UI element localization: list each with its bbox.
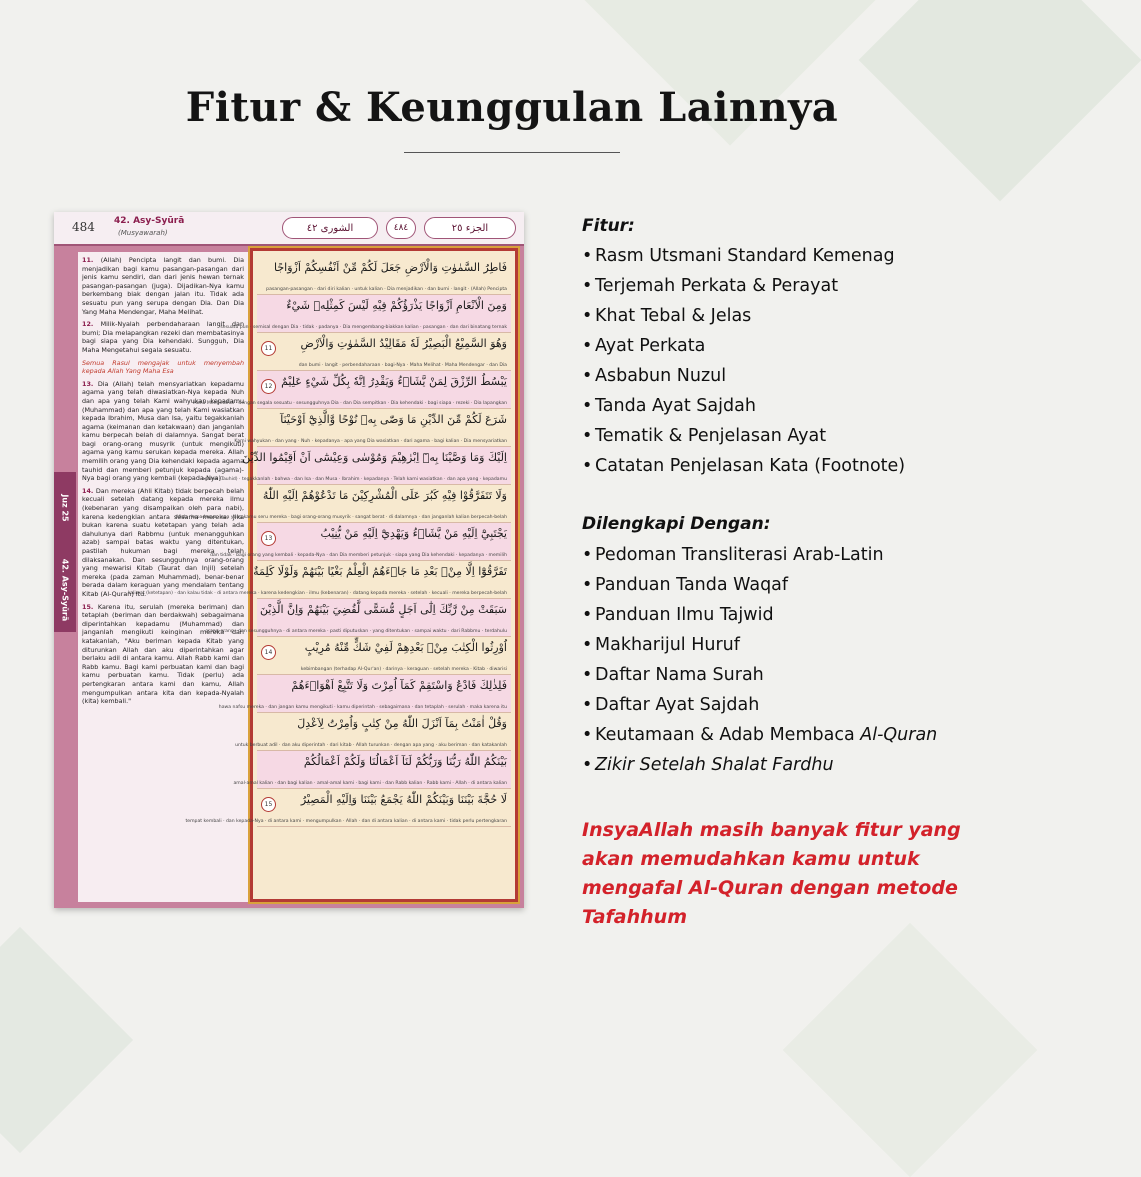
translation-text: Semua Rasul mengajak untuk menyembah kepada Allah Yang Maha Esa xyxy=(82,358,244,376)
word-translation: Maha Mengetahui · dengan segala sesuatu · sesungguhnya Dia · dan Dia sempitkan · Dia kehendaki · bagi siapa · rezeki · Dia lapangkan xyxy=(192,401,507,406)
list-item-text: Rasm Utsmani Standard Kemenag xyxy=(595,246,895,266)
list-item-text: Pedoman Transliterasi Arab-Latin xyxy=(595,545,884,565)
bullet-icon: • xyxy=(582,695,593,715)
translation-paragraph xyxy=(82,603,244,706)
features-heading: Fitur: xyxy=(582,216,635,236)
list-item-text: Tematik & Penjelasan Ayat xyxy=(595,426,827,446)
translation-paragraph xyxy=(82,487,244,599)
list-item-text: Daftar Ayat Sajdah xyxy=(595,695,760,715)
bullet-icon: • xyxy=(582,246,593,266)
list-item-text: Khat Tebal & Jelas xyxy=(595,306,752,326)
list-item xyxy=(582,540,937,570)
translation-paragraph xyxy=(82,256,244,316)
ayah-row xyxy=(220,295,511,333)
features-list xyxy=(582,241,905,481)
ayah-end-marker: 11 xyxy=(261,341,276,356)
ayah-number-label: 11. xyxy=(82,256,101,264)
ayah-number-label: 15. xyxy=(82,602,98,611)
bullet-icon: • xyxy=(582,306,593,326)
word-translation: hawa nafsu mereka · dan jangan kamu mengikuti · kamu diperintah · sebagaimana · dan tetaplah · serulah · maka karena itu xyxy=(218,705,507,710)
closing-message: InsyaAllah masih banyak fitur yang akan memudahkan kamu untuk mengafal Al-Quran dengan metode Tafahhum xyxy=(582,819,961,928)
list-item xyxy=(582,690,937,720)
translation-paragraph xyxy=(82,359,244,376)
arabic-text: وَمِنَ الْاَنْعَامِ اَزْوَاجًا يَذْرَؤُكُمْ فِيْهِ لَيْسَ كَمِثْلِهٖ شَيْءٌ xyxy=(286,299,507,312)
bullet-icon: • xyxy=(582,665,593,685)
arabic-text: شَرَعَ لَكُمْ مِّنَ الدِّيْنِ مَا وَصّٰى بِهٖ نُوْحًا وَّالَّذِيْٓ اَوْحَيْنَآ xyxy=(280,413,507,426)
bullet-icon: • xyxy=(582,575,593,595)
list-item-text: Ayat Perkata xyxy=(595,336,706,356)
list-item xyxy=(582,421,905,451)
ayah-number-label: 12. xyxy=(82,320,101,329)
extras-list xyxy=(582,540,937,780)
word-translation: orang-orang · dan sesungguhnya · di antara mereka · pasti diputuskan · yang ditentukan · sampai waktu · dari Rabbmu · terdahulu xyxy=(205,629,507,634)
bullet-icon: • xyxy=(582,755,593,775)
list-item xyxy=(582,451,905,481)
list-item-text: Panduan Tanda Waqaf xyxy=(595,575,789,595)
ayah-end-marker: 14 xyxy=(261,645,276,660)
juz-arabic: الجزء ٢٥ xyxy=(424,217,516,239)
ayah-number-label: 13. xyxy=(82,379,98,388)
list-item xyxy=(582,331,905,361)
arabic-text: بَيْنَكُمُ اللّٰهُ رَبُّنَا وَرَبُّكُمْ لَنَآ اَعْمَالُنَا وَلَكُمْ اَعْمَالُكُمْ xyxy=(303,755,507,768)
surah-name-latin: 42. Asy-Syūrā xyxy=(114,216,185,226)
quran-page-sample xyxy=(54,212,524,908)
surah-name-arabic: الشورى ٤٢ xyxy=(282,217,378,239)
title-divider xyxy=(404,152,620,153)
word-translation: tempat kembali · dan kepada-Nya · di antara kami · mengumpulkan · Allah · dan di antara kalian · di antara kami · tidak perlu pertengkaran xyxy=(185,819,507,824)
bullet-icon: • xyxy=(582,545,593,565)
arabic-text: سَبَقَتْ مِنْ رَّبِّكَ اِلٰٓى اَجَلٍ مُّسَمًّى لَّقُضِيَ بَيْنَهُمْ وَاِنَّ الَّذِيْنَ xyxy=(259,603,507,616)
page-header xyxy=(54,212,524,246)
arabic-text: وَهُوَ السَّمِيْعُ الْبَصِيْرُ لَهٗ مَقَالِيْدُ السَّمٰوٰتِ وَالْاَرْضِ xyxy=(300,337,507,350)
ayah-row xyxy=(234,409,511,447)
bullet-icon: • xyxy=(582,456,593,476)
ayah-row xyxy=(218,675,511,713)
surah-tab-label: 42. Asy-Syūrā xyxy=(60,558,70,622)
arabic-text: فَلِذٰلِكَ فَادْعُ وَاسْتَقِمْ كَمَآ اُمِرْتَ وَلَا تَتَّبِعْ اَهْوَاۤءَهُمْ xyxy=(291,679,507,692)
list-item-text: Makharijul Huruf xyxy=(595,635,740,655)
ayah-row xyxy=(257,257,511,295)
translation-text: (Allah) Pencipta langit dan bumi. Dia menjadikan bagi kamu pasangan-pasangan dari jenis kamu sendiri, dan dari jenis hewan ternak pasangan-pasangan (juga). Dijadikan-Nya kamu berkembang biak dengan jalan itu. Tidak ada sesuatu pun yang serupa dengan Dia. Dan Dia Yang Maha Mendengar, Maha Melihat. xyxy=(82,256,245,316)
ayah-end-marker: 12 xyxy=(261,379,276,394)
bullet-icon: • xyxy=(582,366,593,386)
ayah-row xyxy=(235,713,511,751)
translation-text: Milik-Nyalah perbendaharaan langit dan bumi; Dia melapangkan rezeki dan membatasinya bagi siapa yang Dia kehendaki. Sungguh, Dia Maha Mengetahui segala sesuatu. xyxy=(82,320,245,354)
surah-meaning: (Musyawarah) xyxy=(118,229,168,237)
word-translation: amal-amal kalian · dan bagi kalian · amal-amal kami · bagi kami · dan Rabb kalian · Rabb kami · Allah · di antara kalian xyxy=(233,781,507,786)
translation-paragraph xyxy=(82,380,244,483)
word-translation: untuk berbuat adil · dan aku diperintah · dari kitab · Allah turunkan · dengan apa yang · aku beriman · dan katakanlah xyxy=(235,743,507,748)
arabic-text: اِلَيْكَ وَمَا وَصَّيْنَا بِهٖٓ اِبْرٰهِيْمَ وَمُوْسٰى وَعِيْسٰٓى اَنْ اَقِيْمُوا الدِّيْنَ xyxy=(242,451,507,464)
ayah-row xyxy=(210,523,511,561)
list-item xyxy=(582,301,905,331)
list-item xyxy=(582,600,937,630)
background-shape xyxy=(0,927,133,1153)
list-item xyxy=(582,660,937,690)
ayah-end-marker: 15 xyxy=(261,797,276,812)
list-item-text: Keutamaan & Adab Membaca xyxy=(595,725,861,745)
bullet-icon: • xyxy=(582,605,593,625)
word-translation: dan bumi · langit · perbendaharaan · bagi-Nya · Maha Melihat · Maha Mendengar · dan Dia xyxy=(298,363,507,368)
word-translation: Kami wahyukan · dan yang · Nuh · kepadanya · apa yang Dia wasiatkan · dari agama · bagi kalian · Dia mensyariatkan xyxy=(234,439,507,444)
word-translation: dan tidak · bagi orang yang kembali · kepada-Nya · dan Dia memberi petunjuk · siapa yang Dia kehendaki · kepadanya · memilih xyxy=(210,553,507,558)
ayah-row xyxy=(192,371,511,409)
list-item xyxy=(582,720,937,750)
list-item xyxy=(582,271,905,301)
extras-heading: Dilengkapi Dengan: xyxy=(582,514,771,534)
arabic-text: اُوْرِثُوا الْكِتٰبَ مِنْۢ بَعْدِهِمْ لَفِيْ شَكٍّ مِّنْهُ مُرِيْبٍ xyxy=(304,641,507,654)
arabic-text: وَلَا تَتَفَرَّقُوْا فِيْهِ كَبُرَ عَلَى الْمُشْرِكِيْنَ مَا تَدْعُوْهُمْ اِلَيْهِ اللّٰهُ xyxy=(262,489,507,502)
background-shape xyxy=(783,923,1038,1177)
bullet-icon: • xyxy=(582,396,593,416)
translation-text: Karena itu, serulah (mereka beriman) dan tetaplah (beriman dan berdakwah) sebagaimana diperintahkan kepadamu (Muhammad) dan janganlah mengikuti keinginan mereka dan katakanlah, "Aku beriman kepada Kitab yang diturunkan Allah dan aku diperintahkan agar berlaku adil di antara kamu. Allah Rabb kami dan Rabb kamu. Bagi kami perbuatan kami dan bagi kamu perbuatan kamu. Tidak (perlu) ada pertengkaran antara kami dan kamu, Allah mengumpulkan antara kita dan kepada-Nyalah (kita) kembali." xyxy=(82,602,244,706)
word-translation: sesuatu pun · semisal dengan Dia · tidak · padanya · Dia mengembang-biakkan kalian · pasangan · dan dari binatang ternak xyxy=(220,325,507,330)
ayah-row xyxy=(185,789,511,827)
list-item-text: Terjemah Perkata & Perayat xyxy=(595,276,839,296)
bullet-icon: • xyxy=(582,426,593,446)
list-item xyxy=(582,361,905,391)
ayah-row xyxy=(257,637,511,675)
arabic-text: يَبْسُطُ الرِّزْقَ لِمَنْ يَّشَاۤءُ وَيَقْدِرُ اِنَّهٗ بِكُلِّ شَيْءٍ عَلِيْمٌ xyxy=(281,375,507,388)
word-translation: kalimat (ketetapan) · dan kalau tidak · di antara mereka · karena kedengkian · ilmu (kebenaran) · datang kepada mereka · setelah · kecuali · mereka berpecah-belah xyxy=(127,591,507,596)
list-item-text: Daftar Nama Surah xyxy=(595,665,764,685)
page-number-latin: 484 xyxy=(72,220,95,234)
word-translation: pasangan-pasangan · dari diri kalian · untuk kalian · Dia menjadikan · dan bumi · langit · (Allah) Pencipta xyxy=(266,287,507,292)
bullet-icon: • xyxy=(582,725,593,745)
arabic-text: يَجْتَبِيْٓ اِلَيْهِ مَنْ يَّشَاۤءُ وَيَهْدِيْٓ اِلَيْهِ مَنْ يُّنِيْبُ xyxy=(320,527,507,540)
list-item-text: Panduan Ilmu Tajwid xyxy=(595,605,774,625)
ayah-row xyxy=(205,599,511,637)
ayah-end-marker: 13 xyxy=(261,531,276,546)
page-title: Fitur & Keunggulan Lainnya xyxy=(185,84,839,131)
ayah-row xyxy=(175,485,511,523)
list-item-text: Zikir Setelah Shalat Fardhu xyxy=(595,755,834,775)
list-item xyxy=(582,391,905,421)
page-number-arabic: ٤٨٤ xyxy=(386,217,416,239)
word-translation: agama (Tauhid) · tegakkanlah · bahwa · dan Isa · dan Musa · Ibrahim · kepadanya · Telah kami wasiatkan · dan apa yang · kepadamu xyxy=(201,477,507,482)
ayah-number-label: 14. xyxy=(82,486,96,495)
arabic-text: وَقُلْ اٰمَنْتُ بِمَآ اَنْزَلَ اللّٰهُ مِنْ كِتٰبٍ وَاُمِرْتُ لِاَعْدِلَ xyxy=(297,717,507,730)
list-item-text: Asbabun Nuzul xyxy=(595,366,727,386)
word-translation: kebimbangan (terhadap Al-Qur'an) · darinya · keraguan · setelah mereka · Kitab · diwarisi xyxy=(300,667,507,672)
translation-text: Dia (Allah) telah mensyariatkan kepadamu agama yang telah diwasiatkan-Nya kepada Nuh dan apa yang telah Kami wahyukan kepadamu (Muhammad) dan apa yang telah Kami wasiatkan kepada Ibrahim, Musa dan Isa, yaitu tegakkanlah agama (keimanan dan ketakwaan) dan janganlah kamu berpecah belah di dalamnya. Sangat berat bagi orang-orang musyrik (untuk mengikuti) agama yang kamu serukan kepada mereka. Allah memilih orang yang Dia kehendaki kepada agama tauhid dan memberi petunjuk kepada (agama)-Nya bagi orang yang kembali (kepada-Nya). xyxy=(82,379,244,483)
bullet-icon: • xyxy=(582,635,593,655)
word-translation: Allah · kepadanya · apa yang kamu seru mereka · bagi orang-orang musyrik · sangat berat · di dalamnya · dan janganlah kalian berpecah-belah xyxy=(175,515,507,520)
juz-side-tab xyxy=(54,472,76,632)
arabic-text: لَا حُجَّةَ بَيْنَنَا وَبَيْنَكُمْ اللّٰهُ يَجْمَعُ بَيْنَنَا وَاِلَيْهِ الْمَصِيْرُ xyxy=(300,793,507,806)
list-item xyxy=(582,241,905,271)
translation-text: Dan mereka (Ahli Kitab) tidak berpecah belah kecuali setelah datang kepada mereka ilmu (kebenaran yang disampaikan oleh para nabi), karena kedengkian antara sesama mereka. Jika bukan karena suatu ketetapan yang telah ada dahulunya dari Rabbmu (untuk menangguhkan azab) sampai batas waktu yang ditentukan, pastilah hukuman bagi mereka telah dilaksanakan. Dan sesungguhnya orang-orang yang mewarisi Kitab (Taurat dan Injil) setelah mereka (pada zaman Muhammad), benar-benar berada dalam keraguan yang mendalam tentang Kitab (Al-Quran) itu. xyxy=(82,486,244,598)
ayah-row xyxy=(127,561,511,599)
ayah-row xyxy=(201,447,511,485)
translation-column xyxy=(78,252,248,902)
bullet-icon: • xyxy=(582,276,593,296)
list-item-text: Catatan Penjelasan Kata (Footnote) xyxy=(595,456,906,476)
list-item xyxy=(582,570,937,600)
bullet-icon: • xyxy=(582,336,593,356)
juz-tab-label: Juz 25 xyxy=(60,494,70,522)
list-item xyxy=(582,630,937,660)
ayah-row xyxy=(233,751,511,789)
arabic-text: فَاطِرُ السَّمٰوٰتِ وَالْاَرْضِ جَعَلَ لَكُمْ مِّنْ اَنْفُسِكُمْ اَزْوَاجًا xyxy=(273,261,507,274)
arabic-text: تَفَرَّقُوْٓا اِلَّا مِنْۢ بَعْدِ مَا جَاۤءَهُمُ الْعِلْمُ بَغْيًا بَيْنَهُمْ وَلَوْلَا كَلِمَةٌ xyxy=(253,565,507,578)
ayah-row xyxy=(257,333,511,371)
list-item-text: Tanda Ayat Sajdah xyxy=(595,396,756,416)
list-item xyxy=(582,750,937,780)
list-item-text: Al-Quran xyxy=(860,725,938,745)
